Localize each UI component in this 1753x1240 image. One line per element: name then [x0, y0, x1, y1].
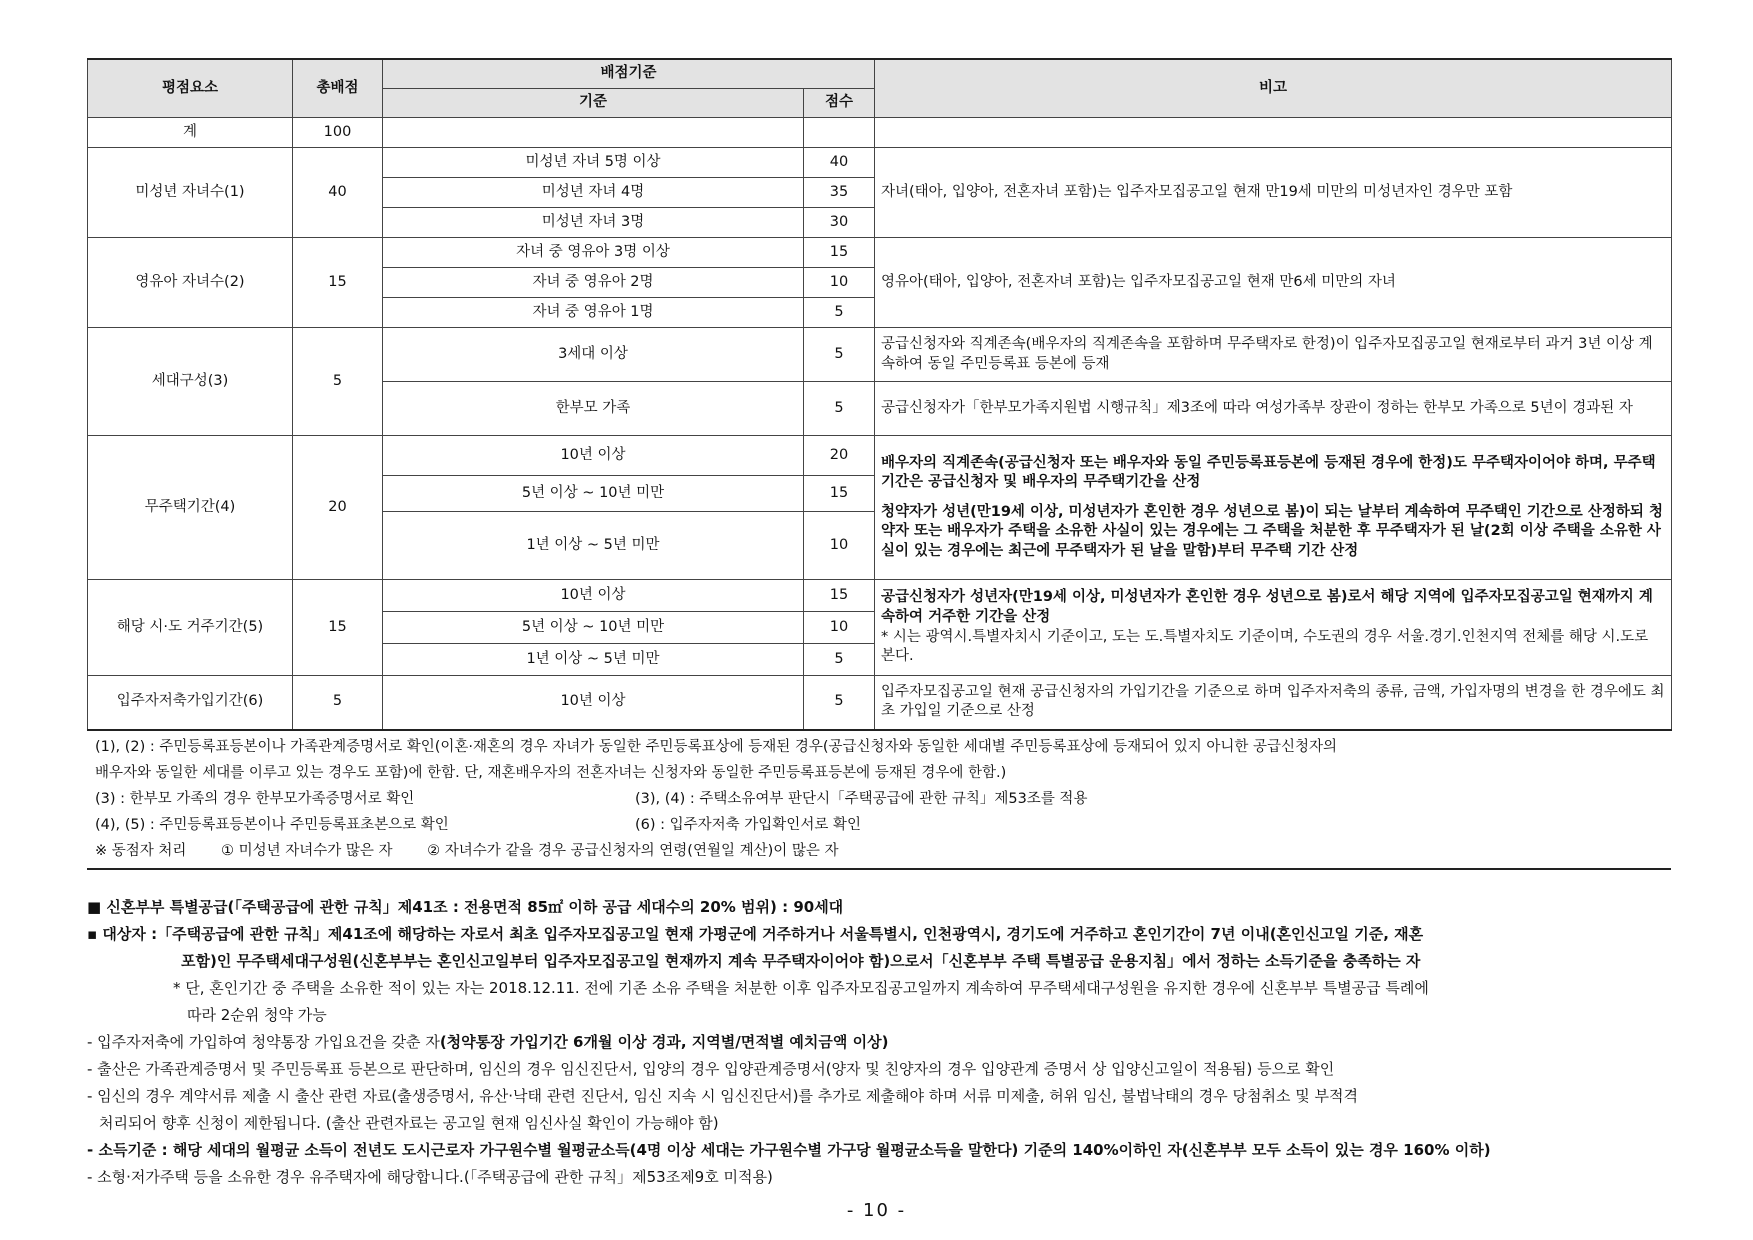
header-remarks: 비고: [875, 59, 1672, 118]
criteria-cell: 미성년 자녀 5명 이상: [383, 148, 804, 178]
bullet-line: - 소득기준 : 해당 세대의 월평균 소득이 전년도 도시근로자 가구원수별 월평균소득(4명 이상 세대는 가구원수별 가구당 월평균소득을 말한다) 기준의 140%이하인 자(신혼부부 모두 소득이 있는 경우 160% 이하): [87, 1140, 1491, 1159]
eligibility-line: ▪ 대상자 :「주택공급에 관한 규칙」제41조에 해당하는 자로서 최초 입주자모집공고일 현재 가평군에 거주하거나 서울특별시, 인천광역시, 경기도에 거주하고 혼인기간이 7년 이내(혼인신고일 기준, 재혼: [87, 924, 1424, 943]
score-cell: 10: [804, 512, 875, 580]
row-total: 20: [293, 436, 383, 580]
row-total: 15: [293, 238, 383, 328]
remarks-cell: 영유아(태아, 입양아, 전혼자녀 포함)는 입주자모집공고일 현재 만6세 미만의 자녀: [875, 238, 1672, 328]
row-total: 40: [293, 148, 383, 238]
criteria-cell: 1년 이상 ~ 5년 미만: [383, 512, 804, 580]
table-row: [88, 676, 1672, 730]
page-number: - 10 -: [846, 1200, 907, 1221]
tie-rule-label: ※ 동점자 처리: [95, 842, 187, 859]
header-total: 총배점: [293, 59, 383, 118]
tie-rule-2: ② 자녀수가 같을 경우 공급신청자의 연령(연월일 계산)이 많은 자: [427, 842, 839, 859]
footnote-text: (6) : 입주자저축 가입확인서로 확인: [635, 816, 861, 833]
footnote-line: [95, 812, 1671, 838]
score-cell: 20: [804, 436, 875, 476]
footnote-line: (1), (2) : 주민등록표등본이나 가족관계증명서로 확인(이혼·재혼의 경우 자녀가 동일한 주민등록표상에 등재된 경우(공급신청자와 동일한 세대별 주민등록표상에 등재되어 있지 아니한 공급신청자의: [95, 738, 1337, 755]
criteria-cell: 자녀 중 영유아 1명: [383, 298, 804, 328]
remarks-paragraph: 청약자가 성년(만19세 이상, 미성년자가 혼인한 경우 성년으로 봄)이 되는 날부터 계속하여 무주택인 기간으로 산정하되 청약자 또는 배우자가 주택을 소유한 사실이 있는 경우에는 그 주택을 처분한 후 무주택자가 된 날(2회 이상 주택을 소유한 사실이 있는 경우에는 최근에 무주택자가 된 날을 말함)부터 무주택 기간 산정: [881, 503, 1663, 559]
score-cell: 5: [804, 644, 875, 676]
score-cell: 35: [804, 178, 875, 208]
score-cell: 15: [804, 238, 875, 268]
score-cell: 40: [804, 148, 875, 178]
remarks-cell: [875, 580, 1672, 676]
footnote-text: (3) : 한부모 가족의 경우 한부모가족증명서로 확인: [95, 790, 415, 807]
footnote-text: (3), (4) : 주택소유여부 판단시「주택공급에 관한 규칙」제53조를 적용: [635, 790, 1088, 807]
remarks-cell: 자녀(태아, 입양아, 전혼자녀 포함)는 입주자모집공고일 현재 만19세 미만의 미성년자인 경우만 포함: [875, 148, 1672, 238]
row-total: 5: [293, 328, 383, 436]
score-cell: 10: [804, 612, 875, 644]
header-criteria-group: 배점기준: [383, 59, 875, 89]
criteria-cell: 미성년 자녀 4명: [383, 178, 804, 208]
remarks-paragraph: 배우자의 직계존속(공급신청자 또는 배우자와 동일 주민등록표등본에 등재된 경우에 한정)도 무주택자이어야 하며, 무주택기간은 공급신청자 및 배우자의 무주택기간을 산정: [881, 454, 1656, 491]
remarks-cell: 공급신청자와 직계존속(배우자의 직계존속을 포함하며 무주택자로 한정)이 입주자모집공고일 현재로부터 과거 3년 이상 계속하여 동일 주민등록표 등본에 등재: [875, 328, 1672, 382]
footnote-line: [95, 838, 1671, 864]
row-label: 입주자저축가입기간(6): [88, 676, 293, 730]
criteria-cell: 한부모 가족: [383, 382, 804, 436]
table-row: [88, 238, 1672, 268]
newlywed-section: [87, 894, 1671, 1191]
remarks-paragraph: 공급신청자가 성년자(만19세 이상, 미성년자가 혼인한 경우 성년으로 봄)로서 해당 지역에 입주자모집공고일 현재까지 계속하여 거주한 기간을 산정: [881, 589, 1653, 625]
row-label: 미성년 자녀수(1): [88, 148, 293, 238]
tie-rule-1: ① 미성년 자녀수가 많은 자: [221, 842, 393, 859]
bullet-line: - 소형·저가주택 등을 소유한 경우 유주택자에 해당합니다.(「주택공급에 관한 규칙」제53조제9호 미적용): [87, 1167, 773, 1186]
row-label: 영유아 자녀수(2): [88, 238, 293, 328]
remarks-paragraph: * 시는 광역시.특별자치시 기준이고, 도는 도.특별자치도 기준이며, 수도권의 경우 서울.경기.인천지역 전체를 해당 시.도로 본다.: [881, 628, 1649, 665]
header-element: 평점요소: [88, 59, 293, 118]
score-cell: 30: [804, 208, 875, 238]
section-title: ■ 신혼부부 특별공급(「주택공급에 관한 규칙」제41조 : 전용면적 85㎡ 이하 공급 세대수의 20% 범위) : 90세대: [87, 897, 844, 916]
table-row: [88, 580, 1672, 612]
row-label: 세대구성(3): [88, 328, 293, 436]
scoring-table: [87, 58, 1672, 731]
table-row: [88, 436, 1672, 476]
criteria-cell: 자녀 중 영유아 3명 이상: [383, 238, 804, 268]
total-label: 계: [88, 118, 293, 148]
row-total: 5: [293, 676, 383, 730]
footnote-text: (4), (5) : 주민등록표등본이나 주민등록표초본으로 확인: [95, 816, 449, 833]
bullet-text-bold: (청약통장 가입기간 6개월 이상 경과, 지역별/면적별 예치금액 이상): [439, 1032, 889, 1051]
criteria-cell: 5년 이상 ~ 10년 미만: [383, 612, 804, 644]
score-cell: 5: [804, 298, 875, 328]
row-label: 무주택기간(4): [88, 436, 293, 580]
table-row: [88, 118, 1672, 148]
criteria-cell: 10년 이상: [383, 676, 804, 730]
bullet-line: 처리되어 향후 신청이 제한됩니다. (출산 관련자료는 공고일 현재 임신사실 확인이 가능해야 함): [99, 1113, 719, 1132]
score-cell: 5: [804, 676, 875, 730]
score-cell: 5: [804, 382, 875, 436]
score-cell: 15: [804, 476, 875, 512]
criteria-cell: 5년 이상 ~ 10년 미만: [383, 476, 804, 512]
table-header-row: [88, 59, 1672, 89]
criteria-cell: 1년 이상 ~ 5년 미만: [383, 644, 804, 676]
eligibility-note: 따라 2순위 청약 가능: [187, 1005, 327, 1024]
criteria-cell: 10년 이상: [383, 580, 804, 612]
total-value: 100: [293, 118, 383, 148]
table-footnotes: [87, 731, 1671, 870]
remarks-cell: 공급신청자가「한부모가족지원법 시행규칙」제3조에 따라 여성가족부 장관이 정하는 한부모 가족으로 5년이 경과된 자: [875, 382, 1672, 436]
bullet-line: - 출산은 가족관계증명서 및 주민등록표 등본으로 판단하며, 임신의 경우 임신진단서, 입양의 경우 입양관계증명서(양자 및 친양자의 경우 입양관계 증명서 상 입양신고일이 적용됨) 등으로 확인: [87, 1059, 1335, 1078]
score-cell: 10: [804, 268, 875, 298]
row-total: 15: [293, 580, 383, 676]
header-criteria: 기준: [383, 89, 804, 118]
eligibility-line: 포함)인 무주택세대구성원(신혼부부는 혼인신고일부터 입주자모집공고일 현재까지 계속 무주택자이어야 함)으로서「신혼부부 주택 특별공급 운용지침」에서 정하는 소득기준을 충족하는 자: [181, 951, 1421, 970]
score-cell: 15: [804, 580, 875, 612]
remarks-cell: [875, 436, 1672, 580]
criteria-cell: 미성년 자녀 3명: [383, 208, 804, 238]
row-label: 해당 시·도 거주기간(5): [88, 580, 293, 676]
bullet-line: [87, 1029, 1671, 1056]
bullet-line: - 임신의 경우 계약서류 제출 시 출산 관련 자료(출생증명서, 유산·낙태 관련 진단서, 임신 지속 시 임신진단서)를 추가로 제출해야 하며 서류 미제출, 허위 임신, 불법낙태의 경우 당첨취소 및 부적격: [87, 1086, 1358, 1105]
footnote-line: 배우자와 동일한 세대를 이루고 있는 경우도 포함)에 한함. 단, 재혼배우자의 전혼자녀는 신청자와 동일한 주민등록표등본에 등재된 경우에 한함.): [95, 764, 1007, 781]
criteria-cell: 10년 이상: [383, 436, 804, 476]
criteria-cell: 자녀 중 영유아 2명: [383, 268, 804, 298]
bullet-text: - 입주자저축에 가입하여 청약통장 가입요건을 갖춘 자: [87, 1032, 440, 1051]
score-cell: 5: [804, 328, 875, 382]
header-score: 점수: [804, 89, 875, 118]
table-row: [88, 148, 1672, 178]
footnote-line: [95, 786, 1671, 812]
document-page: [87, 58, 1671, 1191]
eligibility-note: * 단, 혼인기간 중 주택을 소유한 적이 있는 자는 2018.12.11. 전에 기존 소유 주택을 처분한 이후 입주자모집공고일까지 계속하여 무주택세대구성원을 유지한 경우에 신혼부부 특별공급 특례에: [173, 978, 1429, 997]
criteria-cell: 3세대 이상: [383, 328, 804, 382]
table-row: [88, 328, 1672, 382]
remarks-cell: 입주자모집공고일 현재 공급신청자의 가입기간을 기준으로 하며 입주자저축의 종류, 금액, 가입자명의 변경을 한 경우에도 최초 가입일 기준으로 산정: [875, 676, 1672, 730]
